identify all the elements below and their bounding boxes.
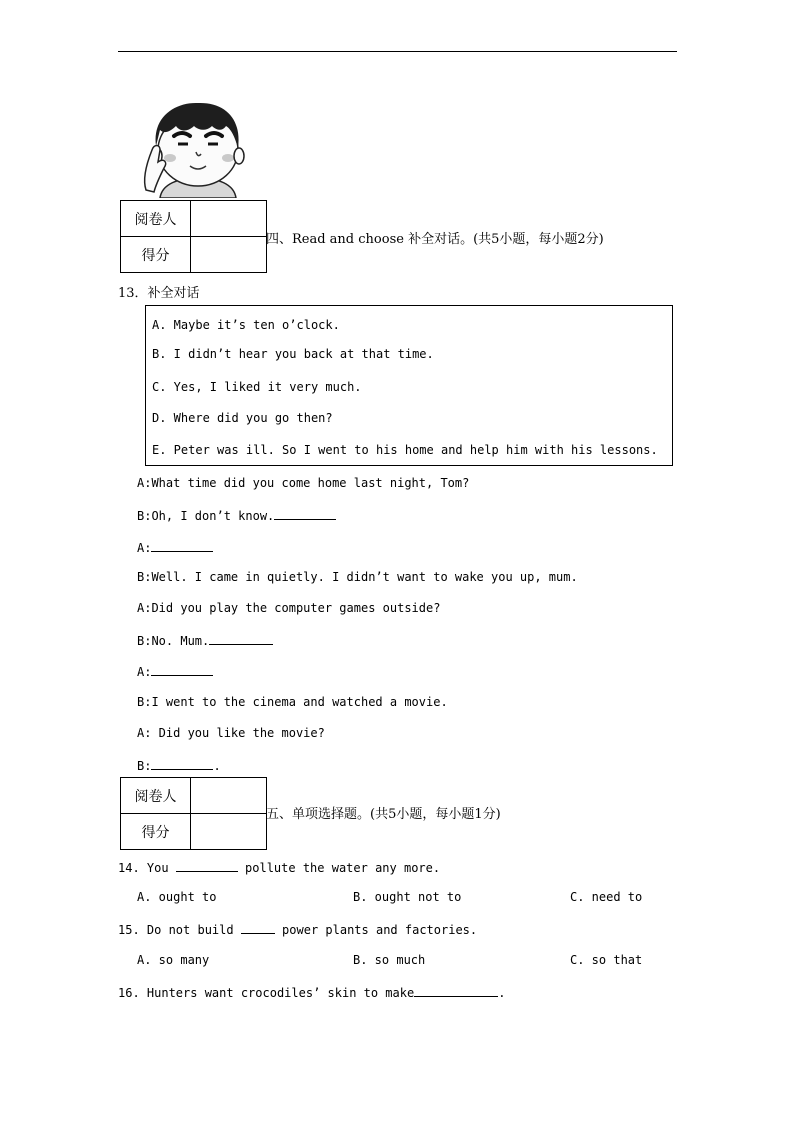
answer-blank[interactable] xyxy=(151,663,213,676)
speaker: B: xyxy=(137,634,152,648)
option-a: A. Maybe it’s ten o’clock. xyxy=(152,318,340,332)
cartoon-boy-illustration xyxy=(138,100,256,198)
dialogue-line xyxy=(137,632,273,648)
option-b: B. I didn’t hear you back at that time. xyxy=(152,347,434,361)
answer-blank[interactable] xyxy=(151,539,213,552)
speaker: B: xyxy=(137,570,152,584)
speaker: A: xyxy=(137,726,152,740)
option-d: D. Where did you go then? xyxy=(152,411,333,425)
speaker: A: xyxy=(137,665,152,679)
q14-option-a[interactable]: A. ought to xyxy=(137,890,217,904)
dialogue-line xyxy=(137,601,440,615)
header-rule xyxy=(118,51,677,52)
section4-title: 四、Read and choose 补全对话。(共5小题，每小题2分) xyxy=(266,232,604,247)
q16-stem-after: . xyxy=(498,986,506,1000)
score-table-section4 xyxy=(120,200,267,273)
speaker: B: xyxy=(137,759,152,773)
score-table-section5 xyxy=(120,777,267,850)
dialogue-text: Did you play the computer games outside? xyxy=(151,601,441,615)
dialogue-text: Did you like the movie? xyxy=(151,726,325,740)
q15-blank[interactable] xyxy=(241,921,275,934)
dialogue-text: What time did you come home last night, Tom? xyxy=(151,476,470,490)
speaker: A: xyxy=(137,601,152,615)
dialogue-text: . xyxy=(213,759,221,773)
dialogue-line xyxy=(137,757,221,773)
score-label: 得分 xyxy=(121,814,191,850)
answer-blank[interactable] xyxy=(209,632,273,645)
q15-option-a[interactable]: A. so many xyxy=(137,953,210,967)
answer-blank[interactable] xyxy=(274,507,336,520)
q16-stem-before: 16. Hunters want crocodiles’ skin to make xyxy=(118,986,415,1000)
q13-heading: 13．补全对话 xyxy=(118,286,200,301)
q14-stem-after: pollute the water any more. xyxy=(237,861,441,875)
dialogue-text: Well. I came in quietly. I didn’t want to wake you up, mum. xyxy=(151,570,578,584)
option-e: E. Peter was ill. So I went to his home and help him with his lessons. xyxy=(152,443,658,457)
q15-option-b[interactable]: B. so much xyxy=(353,953,426,967)
q14-option-b[interactable]: B. ought not to xyxy=(353,890,462,904)
speaker: A: xyxy=(137,541,152,555)
score-cell xyxy=(191,237,267,273)
q16-blank[interactable] xyxy=(414,984,498,997)
q15-stem-after: power plants and factories. xyxy=(274,923,478,937)
dialogue-text: No. Mum. xyxy=(151,634,210,648)
score-label: 得分 xyxy=(121,237,191,273)
answer-blank[interactable] xyxy=(151,757,213,770)
dialogue-text: I went to the cinema and watched a movie. xyxy=(151,695,448,709)
grader-label: 阅卷人 xyxy=(121,778,191,814)
dialogue-line xyxy=(137,663,213,679)
grader-cell xyxy=(191,201,267,237)
q16-stem xyxy=(118,984,505,1000)
dialogue-line xyxy=(137,726,325,740)
grader-cell xyxy=(191,778,267,814)
q15-stem-before: 15. Do not build xyxy=(118,923,241,937)
speaker: B: xyxy=(137,509,152,523)
q15-option-c[interactable]: C. so that xyxy=(570,953,643,967)
dialogue-line xyxy=(137,695,448,709)
speaker: A: xyxy=(137,476,152,490)
dialogue-line xyxy=(137,476,469,490)
q15-stem xyxy=(118,921,477,937)
q14-option-c[interactable]: C. need to xyxy=(570,890,643,904)
dialogue-line xyxy=(137,507,336,523)
dialogue-text: Oh, I don’t know. xyxy=(151,509,275,523)
q14-stem-before: 14. You xyxy=(118,861,176,875)
grader-label: 阅卷人 xyxy=(121,201,191,237)
q14-blank[interactable] xyxy=(176,859,238,872)
section5-title: 五、单项选择题。(共5小题，每小题1分) xyxy=(266,807,501,822)
speaker: B: xyxy=(137,695,152,709)
dialogue-line xyxy=(137,539,213,555)
dialogue-line xyxy=(137,570,578,584)
score-cell xyxy=(191,814,267,850)
q14-stem xyxy=(118,859,440,875)
option-c: C. Yes, I liked it very much. xyxy=(152,380,362,394)
